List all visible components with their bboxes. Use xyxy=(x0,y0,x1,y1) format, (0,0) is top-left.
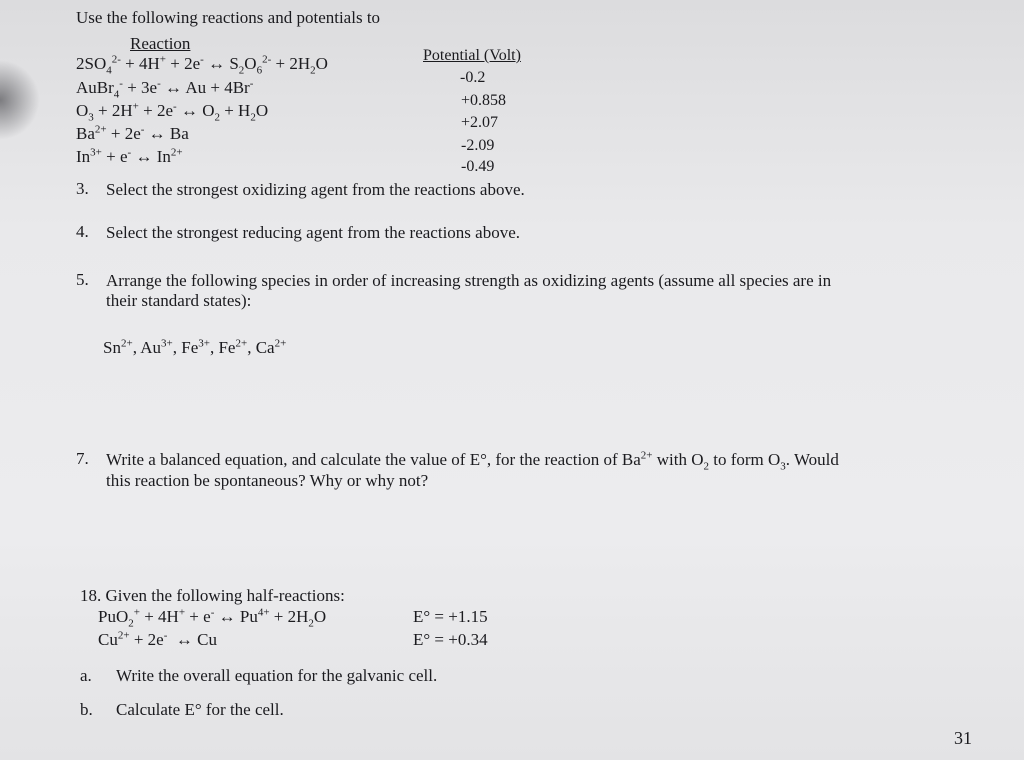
q18-half-reaction-2: $Cu^{2+} + 2e^-$ ↔ Cu xyxy=(98,629,217,649)
q18a-label: a. xyxy=(80,666,92,685)
q18b-label: b. xyxy=(80,700,93,719)
q5-line-1: Arrange the following species in order of increasing strength as oxidizing agents (assume all species are in xyxy=(106,271,832,290)
page-shadow xyxy=(0,60,40,140)
q18-half-reaction-1: PuO$_2$+ + 4H+ + e- ↔ $Pu^{4+} + 2H_2O$ xyxy=(98,606,327,630)
reaction-4: $Ba^{2+} + 2e^-$ ↔ Ba xyxy=(76,123,189,143)
reaction-5: $In^{3+} + e^-$ ↔ $In^{2+}$ xyxy=(76,146,183,166)
q5-line-2: their standard states): xyxy=(106,291,252,310)
q18a-text: Write the overall equation for the galvanic cell. xyxy=(116,666,438,685)
q7-number: 7. xyxy=(76,449,89,468)
potential-5: -0.49 xyxy=(461,158,495,175)
potential-1: -0.2 xyxy=(460,69,486,86)
reaction-3: $O_3 + 2H^+ + 2e^-$ ↔ $O_2 + H_2O$ xyxy=(76,100,269,124)
q18-half-reaction-1-potential: E° = +1.15 xyxy=(413,607,488,626)
q18-heading: 18. Given the following half-reactions: xyxy=(80,586,345,605)
potential-header: Potential (Volt) xyxy=(423,47,521,64)
q7-line-1: Write a balanced equation, and calculate the value of E°, for the reaction of $Ba^{2+}$ with $O_2$ to form $O_3$. Would xyxy=(106,449,839,473)
q3-text: Select the strongest oxidizing agent from the reactions above. xyxy=(106,180,525,199)
reaction-2: AuBr$_4$- + 3e- ↔ Au + 4Br- xyxy=(76,77,254,101)
q3-number: 3. xyxy=(76,179,89,198)
potential-2: +0.858 xyxy=(461,92,507,109)
potential-3: +2.07 xyxy=(461,114,499,131)
q4-number: 4. xyxy=(76,222,89,241)
q4-text: Select the strongest reducing agent from the reactions above. xyxy=(106,223,520,242)
q7-line-2: this reaction be spontaneous? Why or why not? xyxy=(106,471,429,490)
q18b-text: Calculate E° for the cell. xyxy=(116,700,284,719)
q18-half-reaction-2-potential: E° = +0.34 xyxy=(413,630,488,649)
intro-text: Use the following reactions and potentials to xyxy=(76,8,381,27)
q5-number: 5. xyxy=(76,270,89,289)
potential-4: -2.09 xyxy=(461,137,495,154)
reaction-1: $2SO_4^{2-} + 4H^+ + 2e^-$ ↔ $S_2O_6^{2-} + 2H_2O$ xyxy=(76,53,328,77)
q5-species: $Sn^{2+}$, $Au^{3+}$, $Fe^{3+}$, $Fe^{2+}$, $Ca^{2+}$ xyxy=(103,337,287,357)
page-number: 31 xyxy=(954,728,972,748)
reaction-header: Reaction xyxy=(130,34,191,53)
